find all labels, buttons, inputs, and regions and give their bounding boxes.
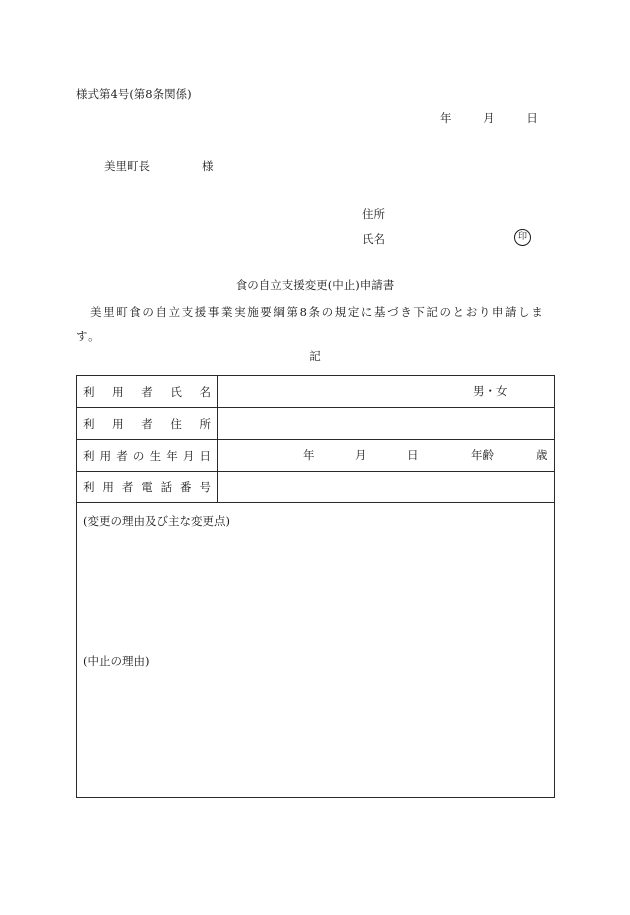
label-user-phone: 利 用 者 電 話 番 号: [77, 471, 218, 502]
birth-month: 月: [355, 448, 367, 462]
gender-options: 男・女: [473, 384, 508, 398]
table-row-user-address: [77, 408, 554, 440]
change-reason-label: (変更の理由及び主な変更点): [83, 514, 230, 528]
date-month: 月: [483, 111, 495, 125]
birth-year: 年: [303, 448, 315, 462]
table-row-user-birthdate: [77, 440, 554, 472]
seal-mark: 印: [514, 229, 531, 246]
age-label: 年齢: [471, 448, 494, 462]
date-line: [440, 110, 538, 126]
addressee: [104, 158, 214, 174]
applicant-address-label: 住所: [362, 207, 385, 221]
label-user-name: 利 用 者 氏 名: [77, 376, 218, 407]
ki-heading: 記: [309, 349, 321, 363]
addressee-honorific: 様: [202, 159, 214, 173]
label-user-birthdate: 利 用 者 の 生 年 月 日: [77, 440, 218, 471]
birth-day: 日: [407, 448, 419, 462]
table-row-user-phone: [77, 471, 554, 503]
label-user-address: 利 用 者 住 所: [77, 408, 218, 439]
form-table: [76, 375, 555, 798]
document-title: 食の自立支援変更(中止)申請書: [235, 278, 395, 292]
body-text: 美里町食の自立支援事業実施要綱第8条の規定に基づき下記のとおり申請します。: [76, 305, 545, 343]
table-row-user-name: [77, 376, 554, 408]
date-year: 年: [440, 111, 452, 125]
applicant-name-label: 氏名: [362, 232, 385, 246]
addressee-name: 美里町長: [104, 159, 150, 173]
date-day: 日: [526, 111, 538, 125]
stop-reason-label: (中止の理由): [83, 654, 150, 668]
age-unit: 歳: [536, 448, 548, 462]
form-number: 様式第4号(第8条関係): [76, 87, 192, 101]
